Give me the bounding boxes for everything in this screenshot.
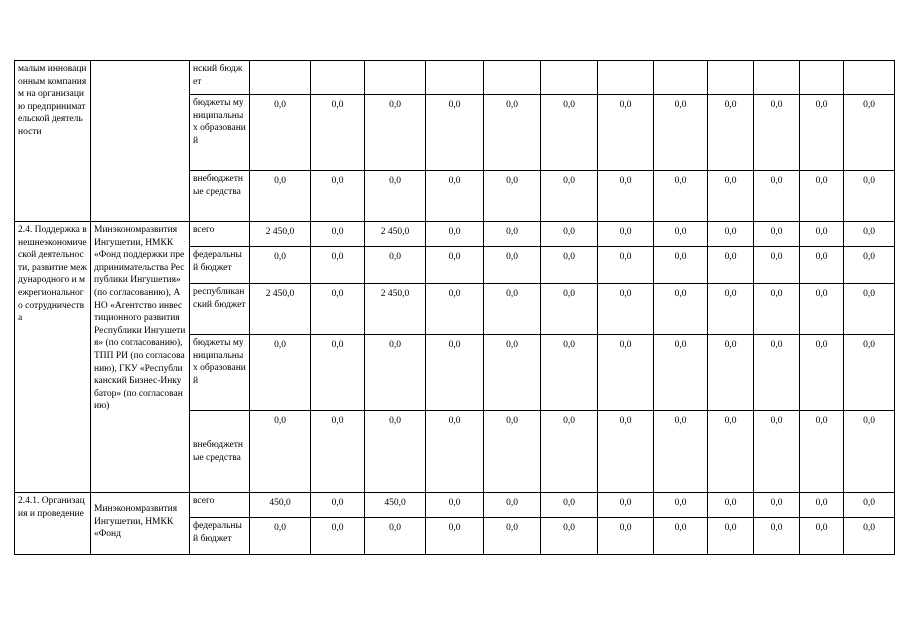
- value-cell: 0,0: [800, 95, 844, 171]
- value-cell: 0,0: [800, 222, 844, 247]
- value-cell: 0,0: [598, 171, 654, 222]
- funding-source-cell: бюджеты муниципальных образований: [190, 335, 250, 411]
- value-cell: 0,0: [426, 518, 484, 555]
- value-cell: 0,0: [708, 284, 754, 335]
- value-cell: 2 450,0: [250, 284, 311, 335]
- value-cell: 0,0: [598, 247, 654, 284]
- value-cell: 0,0: [654, 518, 708, 555]
- value-cell: 0,0: [708, 335, 754, 411]
- value-cell: 0,0: [800, 411, 844, 493]
- value-cell: 0,0: [311, 95, 365, 171]
- value-cell: [654, 61, 708, 95]
- value-cell: 0,0: [654, 493, 708, 518]
- value-cell: [426, 61, 484, 95]
- value-cell: [708, 61, 754, 95]
- measure-name-cell: 2.4.1. Организация и проведение: [15, 493, 91, 555]
- value-cell: 0,0: [365, 171, 426, 222]
- value-cell: 0,0: [311, 518, 365, 555]
- value-cell: 0,0: [844, 222, 895, 247]
- value-cell: 0,0: [598, 284, 654, 335]
- table-row: [15, 222, 895, 247]
- value-cell: 0,0: [654, 411, 708, 493]
- value-cell: 0,0: [754, 493, 800, 518]
- funding-source-cell: федеральный бюджет: [190, 518, 250, 555]
- value-cell: 0,0: [800, 493, 844, 518]
- value-cell: 0,0: [311, 247, 365, 284]
- executor-cell: [91, 493, 190, 555]
- value-cell: 0,0: [844, 247, 895, 284]
- value-cell: 0,0: [754, 222, 800, 247]
- funding-source-cell: всего: [190, 493, 250, 518]
- value-cell: 0,0: [311, 335, 365, 411]
- value-cell: 0,0: [426, 95, 484, 171]
- value-cell: 0,0: [426, 222, 484, 247]
- value-cell: 0,0: [250, 171, 311, 222]
- value-cell: 0,0: [541, 284, 598, 335]
- funding-source-cell: нский бюджет: [190, 61, 250, 95]
- value-cell: 0,0: [708, 411, 754, 493]
- budget-table: [14, 60, 895, 555]
- executor-cell: Минэкономразвития Ингушетии, НМКК «Фонд поддержки предпринимательства Республики Ингушетия» (по согласованию), АНО «Агентство инвестиционного развития Республики Ингушетия» (по согласованию), ТПП РИ (по согласованию), ГКУ «Республиканский Бизнес-Инкубатор» (по согласованию): [91, 222, 190, 493]
- value-cell: 0,0: [311, 222, 365, 247]
- value-cell: 0,0: [311, 493, 365, 518]
- value-cell: 0,0: [365, 411, 426, 493]
- value-cell: 0,0: [800, 284, 844, 335]
- value-cell: 0,0: [484, 411, 541, 493]
- value-cell: 0,0: [844, 411, 895, 493]
- value-cell: 0,0: [365, 95, 426, 171]
- value-cell: 0,0: [484, 171, 541, 222]
- value-cell: 0,0: [754, 171, 800, 222]
- value-cell: 0,0: [800, 518, 844, 555]
- table-row: [15, 493, 895, 518]
- value-cell: 0,0: [800, 247, 844, 284]
- value-cell: 0,0: [598, 335, 654, 411]
- value-cell: 0,0: [654, 171, 708, 222]
- funding-source-text: внебюджетные средства: [193, 439, 243, 463]
- value-cell: 0,0: [426, 247, 484, 284]
- value-cell: 0,0: [754, 247, 800, 284]
- value-cell: 0,0: [484, 222, 541, 247]
- value-cell: 0,0: [654, 284, 708, 335]
- value-cell: 0,0: [654, 222, 708, 247]
- value-cell: 0,0: [541, 411, 598, 493]
- value-cell: 0,0: [708, 222, 754, 247]
- value-cell: 0,0: [365, 518, 426, 555]
- value-cell: 0,0: [708, 95, 754, 171]
- value-cell: 0,0: [844, 284, 895, 335]
- value-cell: 0,0: [754, 518, 800, 555]
- value-cell: 0,0: [484, 335, 541, 411]
- value-cell: 0,0: [708, 518, 754, 555]
- value-cell: 0,0: [484, 95, 541, 171]
- value-cell: 0,0: [426, 493, 484, 518]
- value-cell: 0,0: [541, 518, 598, 555]
- value-cell: 0,0: [250, 411, 311, 493]
- value-cell: 0,0: [250, 335, 311, 411]
- value-cell: 0,0: [426, 411, 484, 493]
- value-cell: 0,0: [250, 247, 311, 284]
- value-cell: [250, 61, 311, 95]
- value-cell: 0,0: [844, 335, 895, 411]
- value-cell: [754, 61, 800, 95]
- value-cell: 0,0: [754, 335, 800, 411]
- value-cell: 0,0: [426, 335, 484, 411]
- measure-name-cell: 2.4. Поддержка внешнеэкономической деятельности, развитие международного и межрегионального сотрудничества: [15, 222, 91, 493]
- funding-source-cell: внебюджетные средства: [190, 171, 250, 222]
- value-cell: 0,0: [598, 411, 654, 493]
- value-cell: 0,0: [754, 411, 800, 493]
- value-cell: 0,0: [754, 95, 800, 171]
- value-cell: 0,0: [800, 171, 844, 222]
- value-cell: 0,0: [541, 493, 598, 518]
- value-cell: 0,0: [654, 335, 708, 411]
- funding-source-cell: федеральный бюджет: [190, 247, 250, 284]
- value-cell: [598, 61, 654, 95]
- value-cell: 0,0: [541, 335, 598, 411]
- value-cell: 0,0: [250, 518, 311, 555]
- executor-cell: [91, 61, 190, 222]
- value-cell: [311, 61, 365, 95]
- table-body: [15, 61, 895, 555]
- value-cell: 0,0: [598, 222, 654, 247]
- value-cell: 450,0: [365, 493, 426, 518]
- value-cell: 0,0: [426, 171, 484, 222]
- value-cell: 0,0: [311, 284, 365, 335]
- value-cell: 0,0: [365, 247, 426, 284]
- funding-source-cell: всего: [190, 222, 250, 247]
- executor-text: Минэкономразвития Ингушетии, НМКК «Фонд: [94, 504, 178, 540]
- funding-source-cell: республиканский бюджет: [190, 284, 250, 335]
- value-cell: [484, 61, 541, 95]
- value-cell: [365, 61, 426, 95]
- value-cell: 0,0: [654, 247, 708, 284]
- value-cell: 0,0: [250, 95, 311, 171]
- value-cell: 0,0: [800, 335, 844, 411]
- value-cell: 0,0: [484, 247, 541, 284]
- value-cell: 0,0: [311, 411, 365, 493]
- value-cell: 0,0: [598, 493, 654, 518]
- value-cell: 0,0: [541, 171, 598, 222]
- value-cell: 2 450,0: [365, 222, 426, 247]
- value-cell: 2 450,0: [250, 222, 311, 247]
- value-cell: 0,0: [541, 247, 598, 284]
- value-cell: 0,0: [598, 95, 654, 171]
- value-cell: 0,0: [311, 171, 365, 222]
- value-cell: 0,0: [844, 518, 895, 555]
- funding-source-cell: [190, 411, 250, 493]
- table-row: [15, 61, 895, 95]
- value-cell: 0,0: [365, 335, 426, 411]
- value-cell: 0,0: [484, 493, 541, 518]
- value-cell: 0,0: [484, 284, 541, 335]
- measure-name-cell: малым инновационным компаниям на организацию предпринимательской деятельности: [15, 61, 91, 222]
- value-cell: 0,0: [598, 518, 654, 555]
- value-cell: 0,0: [708, 247, 754, 284]
- value-cell: 0,0: [844, 493, 895, 518]
- value-cell: 0,0: [426, 284, 484, 335]
- value-cell: 0,0: [541, 95, 598, 171]
- value-cell: 0,0: [844, 95, 895, 171]
- value-cell: 0,0: [541, 222, 598, 247]
- value-cell: 450,0: [250, 493, 311, 518]
- value-cell: 0,0: [844, 171, 895, 222]
- value-cell: [844, 61, 895, 95]
- value-cell: [541, 61, 598, 95]
- value-cell: 0,0: [708, 493, 754, 518]
- value-cell: 0,0: [654, 95, 708, 171]
- value-cell: 0,0: [754, 284, 800, 335]
- value-cell: 0,0: [708, 171, 754, 222]
- funding-source-cell: бюджеты муниципальных образований: [190, 95, 250, 171]
- value-cell: 0,0: [484, 518, 541, 555]
- value-cell: [800, 61, 844, 95]
- value-cell: 2 450,0: [365, 284, 426, 335]
